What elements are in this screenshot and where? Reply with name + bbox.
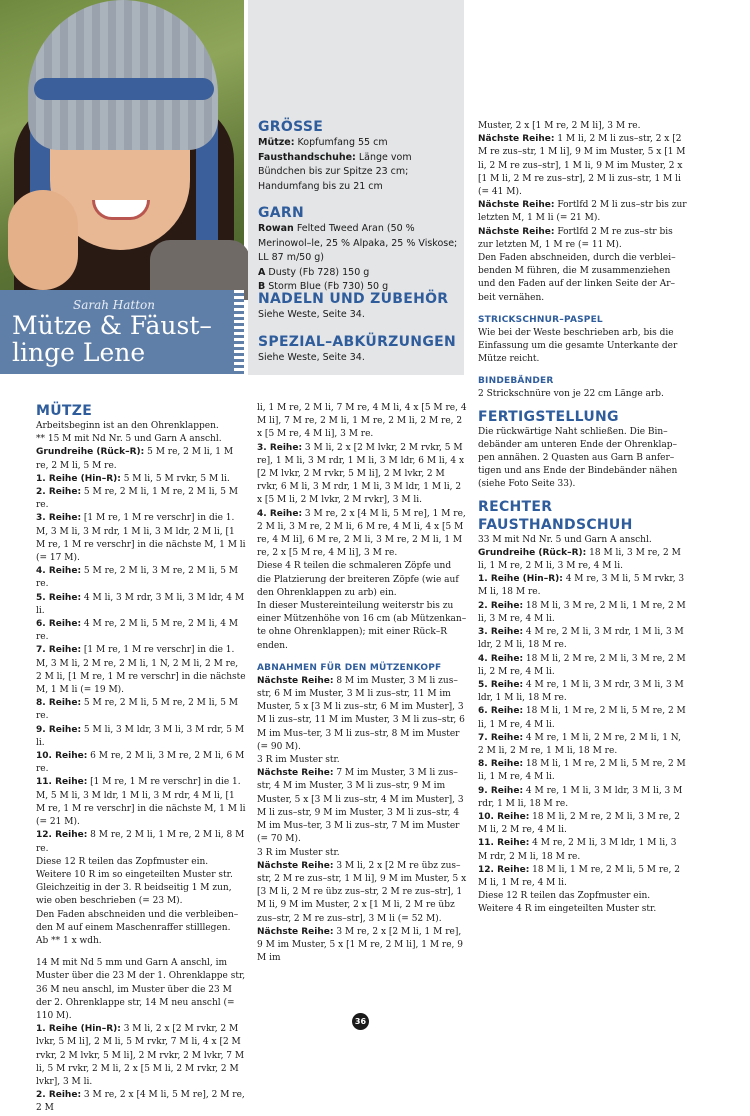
row-label: 6. Reihe: — [36, 619, 82, 630]
groesse-label-1: Mütze: — [258, 137, 295, 148]
row-label: 1. Reihe (Hin–R): — [478, 574, 563, 585]
paragraph-gap — [478, 366, 688, 375]
col3-p6: 33 M mit Nd Nr. 5 und Garn A anschl. — [478, 534, 652, 545]
col2-p1: li, 1 M re, 2 M li, 7 M re, 4 M li, 4 x [5 M re, 4 M li], 7 M re, 2 M li, 1 M re, 2 M li, 2 M re, 2 x [5 M re, 4 M li], 3 M re. — [257, 403, 467, 440]
row-text: 1 M li, 2 M li zus–str, 2 x [2 M re zus–str, 1 M li], 9 M im Muster, 5 x [1 M li, 2 M re zus–str], 1 M li, 9 M im Muster, 2 x [1 M li, 2 M re zus–str], 2 M li zus–str, 1 M li (= 41 M). — [478, 134, 686, 198]
groesse-text-2: Länge vom Bündchen bis zur Spitze 23 cm; Handumfang bis zu 21 cm — [258, 151, 412, 192]
paragraph-gap — [478, 305, 688, 314]
groesse-line-2 — [258, 151, 458, 195]
row-label: 5. Reihe: — [478, 679, 524, 690]
col3-p7: Diese 12 R teilen das Zopfmuster ein. — [478, 891, 651, 902]
row-text: 3 M li, 2 x [2 M rvkr, 2 M lvkr, 5 M li], 2 M li, 5 M rvkr, 7 M li, 4 x [2 M rvkr, 2 M lvkr, 5 M li], 2 M rvkr, 2 M lvkr, 7 M li, 5 M rvkr, 2 M li, 2 x [5 M li, 2 M rvkr, 2 M lvkr], 3 M li. — [36, 1024, 245, 1087]
col1-p5: Den Faden abschneiden und die verbleiben–den M auf einem Maschenraffer stilllegen. — [36, 909, 239, 933]
row-text: 18 M li, 1 M re, 2 M li, 5 M re, 2 M li, 1 M re, 4 M li. — [478, 864, 680, 888]
column-2 — [257, 402, 467, 965]
col3-g6 — [478, 705, 688, 731]
row-label: Grundreihe (Rück–R): — [478, 547, 587, 558]
pattern-title-line-1: Mütze & Fäust– — [12, 311, 212, 340]
cover-photo — [0, 0, 244, 290]
col3-b3 — [478, 226, 688, 252]
row-text: 18 M li, 2 M re, 2 M li, 3 M re, 2 M li, 2 M re, 4 M li. — [478, 653, 686, 677]
spezial-text: Siehe Weste, Seite 34. — [258, 352, 365, 363]
row-label: 3. Reihe: — [478, 627, 524, 638]
row-text: 4 M re, 2 M li, 3 M rdr, 1 M li, 3 M ldr, 2 M li, 18 M re. — [478, 627, 684, 651]
row-label: 11. Reihe: — [478, 838, 530, 849]
col1-p6: Ab ** 1 x wdh. — [36, 935, 102, 946]
photo-knit-hat — [28, 0, 218, 150]
row-text: 5 M re, 2 M li, 3 M re, 2 M li, 5 M re. — [36, 566, 239, 590]
row-text: 18 M li, 2 M re, 2 M li, 3 M re, 2 M li, 2 M re, 4 M li. — [478, 811, 680, 836]
row-text: 4 M re, 1 M li, 2 M re, 2 M li, 1 N, 2 M li, 2 M re, 1 M li, 18 M re. — [478, 732, 681, 756]
col2-a4 — [257, 926, 467, 966]
row-label: 7. Reihe: — [36, 645, 82, 656]
row-text: 8 M re, 2 M li, 1 M re, 2 M li, 8 M re. — [36, 830, 245, 854]
pattern-title — [12, 312, 238, 366]
col3-g4 — [478, 653, 688, 679]
nadeln-text: Siehe Weste, Seite 34. — [258, 309, 365, 320]
row-label: 12. Reihe: — [36, 830, 88, 841]
col1-row-0 — [36, 446, 246, 472]
row-text: 4 M li, 3 M rdr, 3 M li, 3 M ldr, 4 M li. — [36, 592, 245, 616]
col1-s2 — [36, 1089, 246, 1115]
info-nadeln — [258, 290, 458, 323]
fausthandschuh-heading: FAUSTHANDSCHUH — [478, 516, 633, 533]
col2-a3 — [257, 860, 467, 926]
col3-b2 — [478, 199, 688, 225]
paragraph-gap — [257, 653, 467, 662]
row-text: 18 M li, 3 M re, 2 M li, 1 M re, 2 M li, 3 M re, 4 M li. — [478, 600, 686, 624]
row-text: 4 M re, 1 M li, 3 M ldr, 3 M li, 3 M rdr, 1 M li, 18 M re. — [478, 785, 683, 809]
strickschnur-subheading: STRICKSCHNUR–PASPEL — [478, 314, 603, 325]
row-label: 6. Reihe: — [478, 706, 524, 717]
muetze-heading: MÜTZE — [36, 403, 93, 419]
title-block — [0, 290, 244, 374]
col3-g11 — [478, 837, 688, 863]
col2-p2: Diese 4 R teilen die schmaleren Zöpfe und die Platzierung der breiteren Zöpfe (wie auf den Ohrenklappen zu arb) ein. — [257, 561, 459, 598]
row-text: 4 M re, 2 M li, 5 M re, 2 M li, 4 M re. — [36, 619, 239, 643]
garn-line-1 — [258, 222, 458, 266]
row-label: 2. Reihe: — [478, 600, 524, 611]
col1-row-4 — [36, 565, 246, 591]
groesse-heading: GRÖSSE — [258, 119, 324, 135]
title-stripe-decoration — [234, 290, 244, 374]
col3-g3 — [478, 626, 688, 652]
row-text: [1 M re, 1 M re verschr] in die 1. M, 3 M li, 3 M rdr, 1 M li, 3 M ldr, 2 M li, [1 M re, 1 M re verschr] in die nächste M, 1 M li (= 17 M). — [36, 513, 246, 564]
row-label: 7. Reihe: — [478, 732, 524, 743]
row-text: 18 M li, 1 M re, 2 M li, 5 M re, 2 M li, 1 M re, 4 M li. — [478, 759, 686, 783]
row-text: [1 M re, 1 M re verschr] in die 1. M, 5 M li, 3 M ldr, 1 M li, 3 M rdr, 4 M li, [1 M re, 1 M re verschr] in die nächste M, 1 M li (= 21 M). — [36, 777, 246, 828]
col1-row-10 — [36, 750, 246, 776]
row-label: 9. Reihe: — [478, 785, 524, 796]
row-text: 7 M im Muster, 3 M li zus–str, 4 M im Muster, 3 M li zus–str, 9 M im Muster, 5 x [3 M li zus–str, 4 M im Muster], 3 M li zus–str, 9 M im Muster, 3 M li zus–str, 4 M im Mus–ter, 3 M li zus–str, 7 M im Muster (= 70 M). — [257, 768, 464, 845]
col3-g1 — [478, 573, 688, 599]
row-text: 3 M re, 2 x [2 M li, 1 M re], 9 M im Muster, 5 x [1 M re, 2 M li], 1 M re, 9 M im — [257, 926, 463, 964]
col1-p2: ** 15 M mit Nd Nr. 5 und Garn A anschl. — [36, 434, 222, 445]
groesse-label-2: Fausthandschuhe: — [258, 151, 356, 163]
author-name: Sarah Hatton — [72, 298, 156, 312]
row-label: 9. Reihe: — [36, 724, 82, 735]
info-groesse — [258, 118, 458, 194]
row-text: 3 M li, 2 x [2 M lvkr, 2 M rvkr, 5 M re], 1 M li, 3 M rdr, 1 M li, 3 M ldr, 6 M li, 4 x [2 M lvkr, 2 M rvkr, 5 M li], 2 M lvkr, 2 M rvkr, 6 M li, 3 M rdr, 1 M li, 3 M ldr, 1 M li, 2 x [5 M li, 2 M lvkr, 2 M rvkr], 3 M li. — [257, 442, 465, 506]
garn-text-3: Storm Blue (Fb 730) 50 g — [265, 281, 389, 292]
pattern-title-line-2: linge Lene — [12, 338, 146, 367]
row-text: 8 M im Muster, 3 M li zus–str, 6 M im Muster, 3 M li zus–str, 11 M im Muster, 5 x [3 M li zus–str, 6 M im Muster], 3 M li zus–str, 11 M im Muster, 3 M li zus–str, 6 M im Mus–ter, 3 M li zus–str, 8 M im Muster (= 90 M). — [257, 675, 465, 752]
row-text: 4 M re, 2 M li, 3 M ldr, 1 M li, 3 M rdr, 2 M li, 18 M re. — [478, 838, 677, 862]
row-label: 8. Reihe: — [36, 698, 82, 709]
garn-text-1: Felted Tweed Aran (50 % Merinowol–le, 25 % Alpaka, 25 % Viskose; LL 87 m/50 g) — [258, 223, 458, 263]
row-text: 3 M re, 2 x [4 M li, 5 M re], 1 M re, 2 M li, 3 M re, 2 M li, 6 M re, 4 M li, 4 x [5 M re, 4 M li], 6 M re, 2 M li, 3 M re, 2 M li, 1 M re, 2 x [5 M re, 4 M li], 3 M re. — [257, 508, 466, 559]
row-label: Nächste Reihe: — [478, 226, 555, 237]
col1-row-7 — [36, 644, 246, 697]
col3-g12 — [478, 864, 688, 890]
col2-p3: In dieser Mustereinteilung weiterstr bis zu einer Mützenhöhe von 16 cm (ab Mützenkan–te ohne Ohrenklappen); mit einer Rück–R enden. — [257, 601, 467, 651]
row-text: 18 M li, 1 M re, 2 M li, 5 M re, 2 M li, 1 M re, 4 M li. — [478, 706, 686, 730]
row-label: Nächste Reihe: — [478, 134, 555, 145]
row-label: 2. Reihe: — [36, 487, 82, 498]
col1-row-1 — [36, 473, 246, 486]
row-text: 3 M re, 2 x [4 M li, 5 M re], 2 M re, 2 M — [36, 1090, 245, 1114]
row-text: 4 M re, 1 M li, 3 M rdr, 3 M li, 3 M ldr, 1 M li, 18 M re. — [478, 679, 684, 704]
paragraph-gap — [36, 948, 246, 957]
row-label: 4. Reihe: — [478, 653, 524, 664]
col1-row-3 — [36, 512, 246, 565]
col1-p3: Diese 12 R teilen das Zopfmuster ein. — [36, 856, 209, 867]
row-label: 3. Reihe: — [257, 442, 303, 453]
groesse-text-1: Kopfumfang 55 cm — [294, 137, 388, 148]
col3-p2: Den Faden abschneiden, durch die verblei–benden M führen, die M zusammenziehen und den Faden auf der linken Seite der Ar–beit vernähen. — [478, 253, 676, 303]
col1-p4: Weitere 10 R im so eingeteilten Muster str. Gleichzeitig in der 3. R beidseitig 1 M zun, wie oben beschrieben (= 23 M). — [36, 869, 233, 907]
rechter-heading: RECHTER — [478, 498, 553, 515]
groesse-line-1 — [258, 136, 458, 151]
row-label: 3. Reihe: — [36, 513, 82, 524]
col2-p4: 3 R im Muster str. — [257, 755, 340, 766]
row-text: 18 M li, 3 M re, 2 M li, 1 M re, 2 M li, 3 M re, 4 M li. — [478, 547, 681, 572]
col1-row-8 — [36, 697, 246, 723]
row-label: 2. Reihe: — [36, 1090, 82, 1101]
row-text: Fortlfd 2 M li zus–str bis zur letzten M, 1 M li (= 21 M). — [478, 200, 687, 224]
info-spezial — [258, 333, 458, 366]
col3-g10 — [478, 811, 688, 837]
row-text: 5 M li, 3 M ldr, 3 M li, 3 M rdr, 5 M li. — [36, 724, 245, 748]
photo-hand — [8, 190, 78, 290]
row-label: Nächste Reihe: — [257, 675, 334, 686]
col3-p5: Die rückwärtige Naht schließen. Die Bin–debänder am unteren Ende der Ohrenklap–pen annähen. 2 Quasten aus Garn B anfer–tigen und ans Ende der Bindebänder nähen (siehe Foto Seite 33). — [478, 426, 678, 490]
row-label: Grundreihe (Rück–R): — [36, 447, 145, 458]
row-label: Nächste Reihe: — [257, 860, 334, 871]
row-label: 1. Reihe (Hin–R): — [36, 1024, 121, 1035]
row-text: 6 M re, 2 M li, 3 M re, 2 M li, 6 M re. — [36, 751, 245, 775]
row-text: 5 M re, 2 M li, 1 M re, 2 M li, 5 M re. — [36, 447, 234, 471]
page-number: 36 — [352, 1013, 369, 1030]
row-label: Nächste Reihe: — [257, 926, 334, 937]
col3-b1 — [478, 133, 688, 199]
col3-p1: Muster, 2 x [1 M re, 2 M li], 3 M re. — [478, 121, 641, 131]
row-label: Nächste Reihe: — [478, 200, 555, 211]
bindebaender-subheading: BINDEBÄNDER — [478, 376, 554, 387]
col3-g5 — [478, 679, 688, 705]
row-label: 8. Reihe: — [478, 759, 524, 770]
row-label: 12. Reihe: — [478, 864, 530, 875]
row-text: Fortlfd 2 M re zus–str bis zur letzten M, 1 M re (= 11 M). — [478, 226, 673, 250]
col1-row-2 — [36, 486, 246, 512]
col3-p8: Weitere 4 R im eingeteilten Muster str. — [478, 904, 657, 915]
col1-row-6 — [36, 618, 246, 644]
row-text: 3 M li, 2 x [2 M re übz zus–str, 2 M re zus–str, 1 M li], 9 M im Muster, 5 x [3 M li, 2 M re übz zus–str, 2 M re zus–str], 1 M li, 9 M im Muster, 2 x [1 M li, 2 M re übz zus–str, 2 M re zus–str], 3 M li (= 52 M). — [257, 860, 467, 924]
row-label: 5. Reihe: — [36, 592, 82, 603]
garn-text-2: Dusty (Fb 728) 150 g — [265, 266, 370, 278]
garn-label-1: Rowan — [258, 223, 294, 234]
garn-label-3: B — [258, 281, 266, 292]
col1-row-9 — [36, 724, 246, 750]
row-text: 5 M li, 5 M rvkr, 5 M li. — [120, 473, 230, 484]
col1-p1: Arbeitsbeginn ist an den Ohrenklappen. — [36, 421, 219, 431]
col1-row-12 — [36, 829, 246, 855]
col3-g8 — [478, 758, 688, 784]
garn-label-2: A — [258, 266, 266, 278]
row-label: 1. Reihe (Hin–R): — [36, 473, 121, 484]
col3-g0 — [478, 547, 688, 573]
row-label: Nächste Reihe: — [257, 768, 334, 779]
col1-s1 — [36, 1023, 246, 1089]
column-3 — [478, 120, 688, 917]
row-text: [1 M re, 1 M re verschr] in die 1. M, 3 M li, 2 M re, 2 M li, 1 N, 2 M li, 2 M re, 2 M li, [1 M re, 1 M re verschr] in die nächste M, 1 M li (= 19 M). — [36, 645, 246, 696]
col1-p7: 14 M mit Nd 5 mm und Garn A anschl, im Muster über die 23 M der 1. Ohrenklappe str, 36 M neu anschl, im Muster über die 23 M der 2. Ohrenklappe str, 14 M neu anschl (= 110 M). — [36, 958, 246, 1021]
photo-hat-brim — [34, 78, 214, 100]
garn-line-2 — [258, 266, 458, 281]
col3-p3: Wie bei der Weste beschrieben arb, bis die Einfassung um die gesamte Unterkante der Mütze reicht. — [478, 327, 678, 365]
col3-g2 — [478, 600, 688, 626]
abnahmen-subheading: ABNAHMEN FÜR DEN MÜTZENKOPF — [257, 662, 442, 673]
row-label: 10. Reihe: — [478, 811, 530, 822]
col3-g9 — [478, 785, 688, 811]
col2-p5: 3 R im Muster str. — [257, 847, 340, 858]
col2-row-3 — [257, 442, 467, 508]
row-label: 11. Reihe: — [36, 777, 88, 788]
row-label: 4. Reihe: — [36, 566, 82, 577]
row-text: 4 M re, 3 M li, 5 M rvkr, 3 M li, 18 M re. — [478, 574, 685, 598]
col3-p4: 2 Strickschnüre von je 22 cm Länge arb. — [478, 389, 664, 400]
fertigstellung-heading: FERTIGSTELLUNG — [478, 408, 619, 425]
row-text: 5 M re, 2 M li, 5 M re, 2 M li, 5 M re. — [36, 698, 239, 722]
col1-row-11 — [36, 776, 246, 829]
garn-heading: GARN — [258, 205, 305, 221]
col2-a1 — [257, 675, 467, 754]
row-label: 10. Reihe: — [36, 751, 88, 762]
column-1 — [36, 402, 246, 1116]
col1-row-5 — [36, 592, 246, 618]
nadeln-heading: NADELN UND ZUBEHÖR — [258, 291, 449, 307]
row-label: 4. Reihe: — [257, 508, 303, 519]
col2-a2 — [257, 767, 467, 846]
info-garn — [258, 204, 458, 295]
spezial-heading: SPEZIAL–ABKÜRZUNGEN — [258, 334, 456, 350]
row-text: 5 M re, 2 M li, 1 M re, 2 M li, 5 M re. — [36, 487, 239, 511]
col3-g7 — [478, 732, 688, 758]
col2-row-4 — [257, 508, 467, 561]
